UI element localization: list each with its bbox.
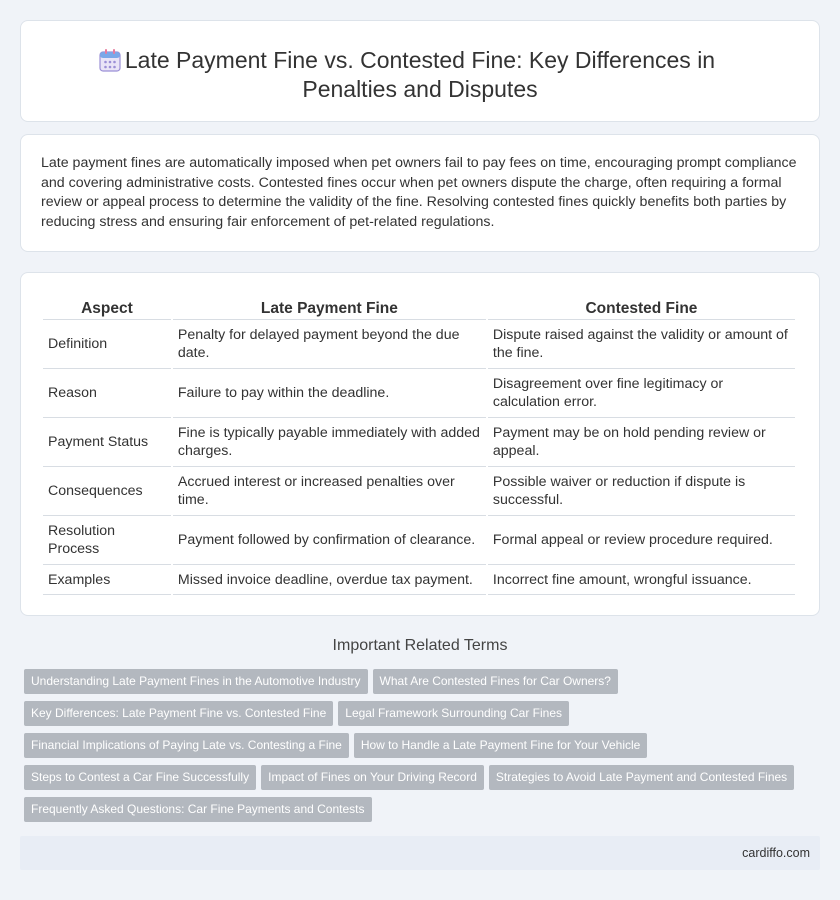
footer <box>20 836 820 870</box>
table-header-row <box>43 296 795 320</box>
related-term-tag[interactable]: How to Handle a Late Payment Fine for Your Vehicle <box>354 733 648 758</box>
row-late-payment: Penalty for delayed payment beyond the due date. <box>173 320 486 369</box>
related-term-tag[interactable]: Steps to Contest a Car Fine Successfully <box>24 765 256 790</box>
table-row <box>43 418 795 467</box>
row-contested: Payment may be on hold pending review or appeal. <box>488 418 795 467</box>
tag-row <box>24 669 814 701</box>
row-aspect: Resolution Process <box>43 516 171 565</box>
comparison-table <box>41 296 797 595</box>
tag-row <box>24 733 814 765</box>
related-term-tag[interactable]: Impact of Fines on Your Driving Record <box>261 765 484 790</box>
table-row <box>43 467 795 516</box>
row-contested: Dispute raised against the validity or amount of the fine. <box>488 320 795 369</box>
tag-row <box>24 765 814 797</box>
related-term-tag[interactable]: Key Differences: Late Payment Fine vs. Contested Fine <box>24 701 333 726</box>
row-aspect: Examples <box>43 565 171 595</box>
header-late-payment-fine: Late Payment Fine <box>173 296 486 320</box>
related-term-tag[interactable]: Understanding Late Payment Fines in the Automotive Industry <box>24 669 368 694</box>
row-contested: Disagreement over fine legitimacy or calculation error. <box>488 369 795 418</box>
header-aspect: Aspect <box>43 296 171 320</box>
row-late-payment: Missed invoice deadline, overdue tax payment. <box>173 565 486 595</box>
related-term-tag[interactable]: Financial Implications of Paying Late vs. Contesting a Fine <box>24 733 349 758</box>
row-contested: Incorrect fine amount, wrongful issuance. <box>488 565 795 595</box>
page-title: Late Payment Fine vs. Contested Fine: Key Differences in Penalties and Disputes <box>124 47 716 102</box>
related-term-tag[interactable]: Legal Framework Surrounding Car Fines <box>338 701 569 726</box>
tag-row <box>24 701 814 733</box>
related-terms-heading: Important Related Terms <box>332 637 508 654</box>
intro-card <box>20 134 820 252</box>
row-contested: Possible waiver or reduction if dispute is successful. <box>488 467 795 516</box>
table-row <box>43 320 795 369</box>
row-aspect: Consequences <box>43 467 171 516</box>
related-term-tag[interactable]: Frequently Asked Questions: Car Fine Payments and Contests <box>24 797 372 822</box>
row-late-payment: Accrued interest or increased penalties over time. <box>173 467 486 516</box>
related-term-tag[interactable]: What Are Contested Fines for Car Owners? <box>373 669 618 694</box>
table-row <box>43 565 795 595</box>
title-card <box>20 20 820 122</box>
row-late-payment: Payment followed by confirmation of clearance. <box>173 516 486 565</box>
tag-row <box>24 797 814 829</box>
row-aspect: Definition <box>43 320 171 369</box>
row-contested: Formal appeal or review procedure required. <box>488 516 795 565</box>
row-aspect: Reason <box>43 369 171 418</box>
related-term-tag[interactable]: Strategies to Avoid Late Payment and Contested Fines <box>489 765 794 790</box>
comparison-card <box>20 272 820 616</box>
table-row <box>43 369 795 418</box>
intro-paragraph: Late payment fines are automatically imposed when pet owners fail to pay fees on time, encouraging prompt compliance and covering administrative costs. Contested fines occur when pet owners dispute the charge, often requiring a formal review or appeal process to determine the validity of the fine. Resolving contested fines quickly benefits both parties by reducing stress and ensuring fair enforcement of pet-related regulations. <box>41 155 797 230</box>
row-aspect: Payment Status <box>43 418 171 467</box>
header-contested-fine: Contested Fine <box>488 296 795 320</box>
row-late-payment: Fine is typically payable immediately with added charges. <box>173 418 486 467</box>
footer-site-name: cardiffo.com <box>742 846 810 860</box>
table-row <box>43 516 795 565</box>
related-terms-list <box>24 669 814 829</box>
row-late-payment: Failure to pay within the deadline. <box>173 369 486 418</box>
